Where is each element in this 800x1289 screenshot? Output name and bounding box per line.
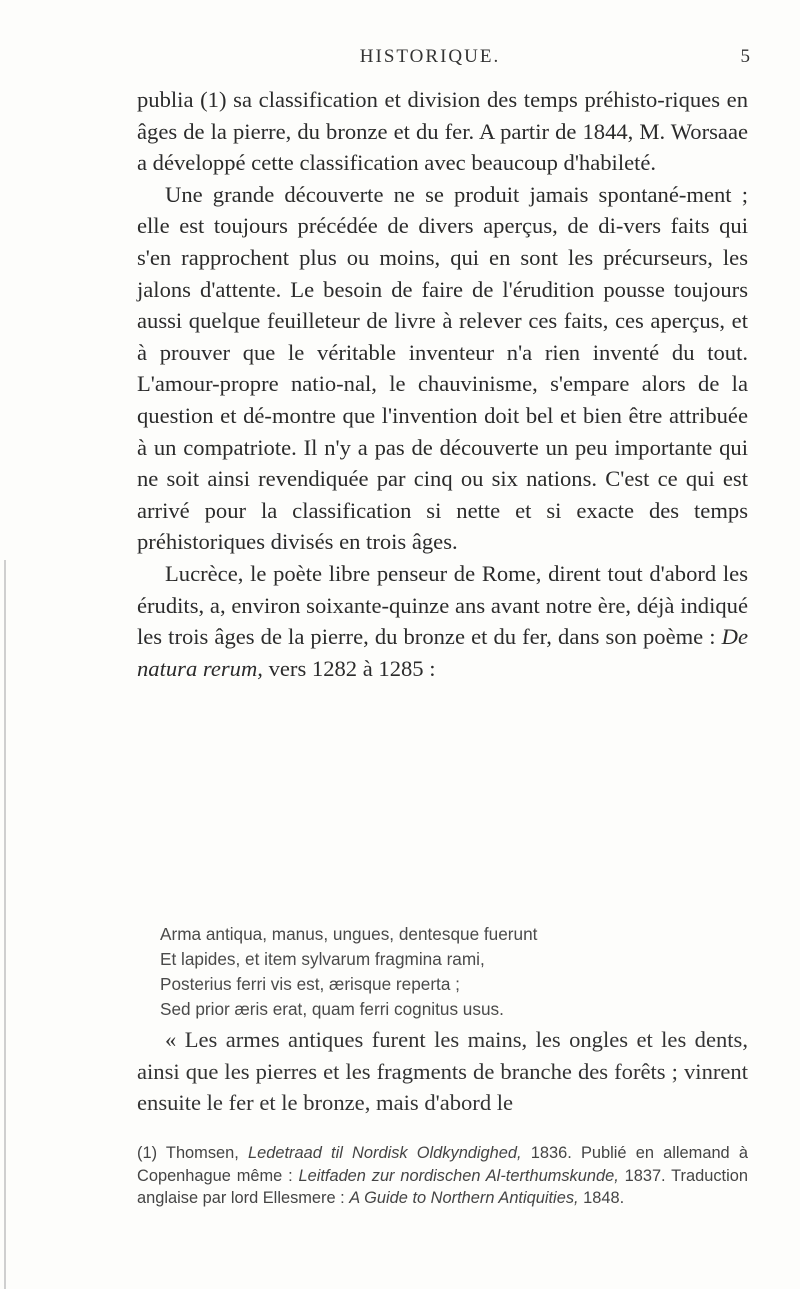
footnote-title-1: Ledetraad til Nordisk Oldkyndighed,: [248, 1144, 522, 1162]
page-edge-shadow: [4, 560, 6, 1289]
paragraph-1-text: publia (1) sa classification et division des temps préhisto-riques en âges de la pierre, du bronze et du fer. A partir de 1844, M. Worsaae a développé cette classification avec beaucoup d'habileté.: [137, 87, 748, 176]
main-text: [137, 84, 748, 684]
latin-verse: [160, 922, 750, 1022]
page-header: [100, 46, 760, 76]
verse-translation: [137, 1024, 748, 1119]
verse-line: Posterius ferri vis est, ærisque reperta ;: [160, 974, 460, 994]
paragraph-1: [137, 84, 748, 179]
paragraph-3-tail: vers 1282 à 1285 :: [262, 655, 436, 681]
running-head: HISTORIQUE.: [359, 46, 501, 67]
verse-line: Arma antiqua, manus, ungues, dentesque fuerunt: [160, 924, 538, 944]
footnote-text-b: 1836. Publié en allemand à Copenhague même :: [137, 1144, 748, 1185]
paragraph-2: [137, 179, 748, 558]
poem-title: De natura rerum,: [137, 624, 748, 681]
translation-paragraph: [137, 1024, 748, 1119]
footnote-title-2: Leitfaden zur nordischen Al-terthumskunde,: [298, 1166, 619, 1185]
translation-text: « Les armes antiques furent les mains, les ongles et les dents, ainsi que les pierres et les fragments de branche des forêts ; vinrent ensuite le fer et le bronze, mais d'abord le: [137, 1027, 748, 1116]
footnote-text-a: (1) Thomsen,: [137, 1144, 248, 1162]
footnote-text-d: 1848.: [578, 1189, 625, 1207]
paragraph-3: [137, 558, 748, 684]
verse-line: Et lapides, et item sylvarum fragmina rami,: [160, 949, 485, 969]
paragraph-3-text: Lucrèce, le poète libre penseur de Rome, dirent tout d'abord les érudits, a, environ soixante-quinze ans avant notre ère, déjà indiqué les trois âges de la pierre, du bronze et du fer, dans son poème :: [137, 560, 748, 650]
footnote-title-3: A Guide to Northern Antiquities,: [349, 1189, 579, 1207]
page-number: 5: [740, 46, 750, 67]
paragraph-2-text: Une grande découverte ne se produit jamais spontané-ment ; elle est toujours précédée de divers aperçus, de di-vers faits qui s'en rapprochent plus ou moins, qui en sont les précurseurs, les jalons d'attente. Le besoin de faire de l'érudition pousse toujours aussi quelque feuilleteur de livre à relever ces faits, ces aperçus, et à prouver que le véritable inventeur n'a rien inventé du tout. L'amour-propre natio-nal, le chauvinisme, s'empare alors de la question et dé-montre que l'invention doit bel et bien être attribuée à un compatriote. Il n'y a pas de découverte un peu importante qui ne soit ainsi revendiquée par cinq ou six nations. C'est ce qui est arrivé pour la classification si nette et si exacte des temps préhistoriques divisés en trois âges.: [137, 181, 748, 555]
footnote: [137, 1142, 748, 1210]
footnote-text-c: 1837. Traduction anglaise par lord Ellesmere :: [137, 1166, 748, 1207]
verse-line: Sed prior æris erat, quam ferri cognitus usus.: [160, 999, 504, 1019]
